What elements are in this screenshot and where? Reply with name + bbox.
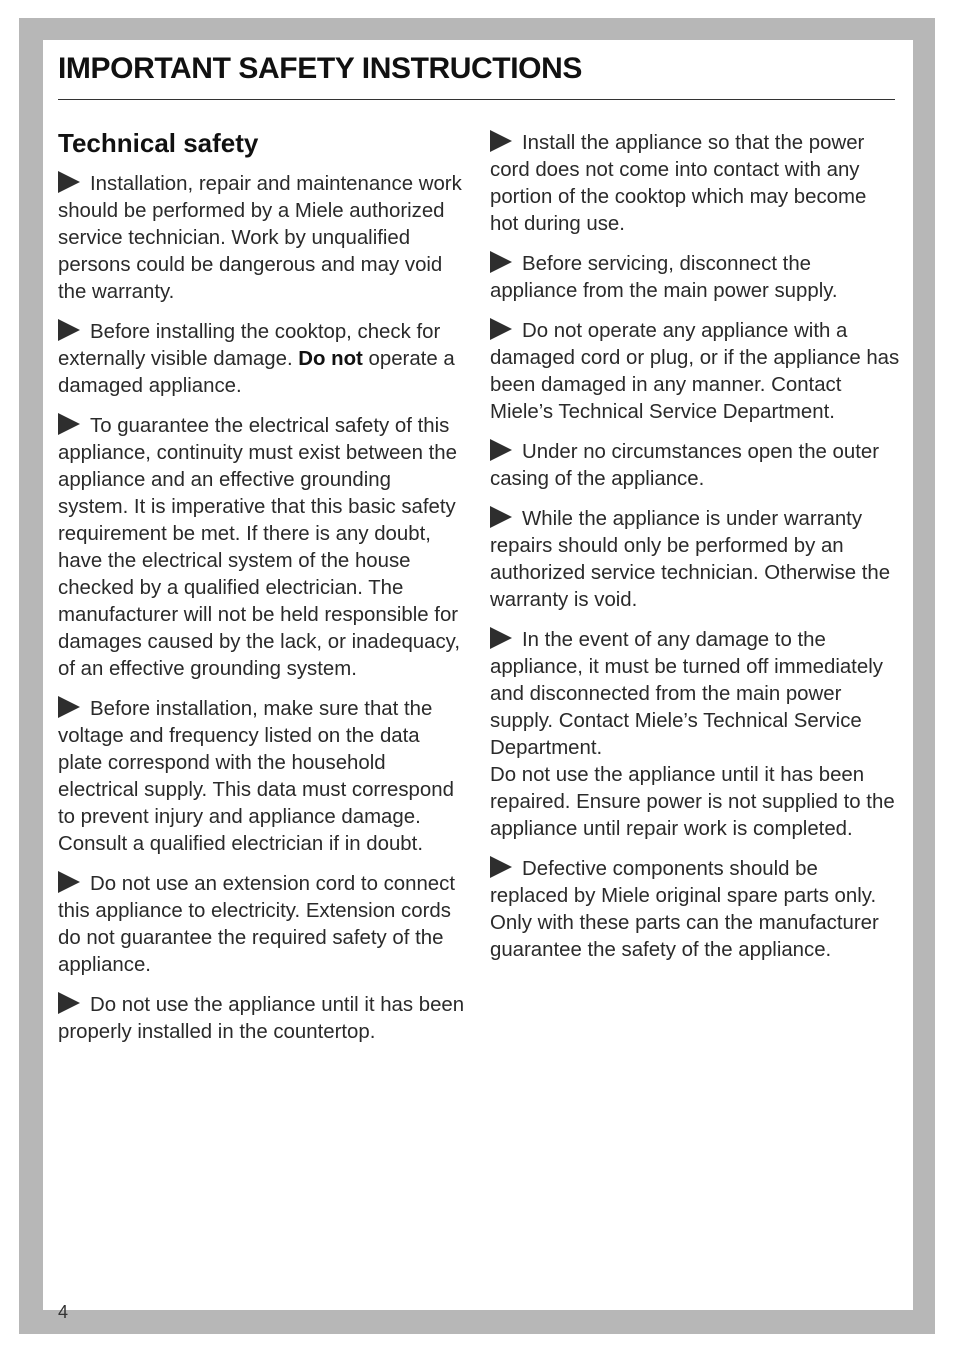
triangle-bullet-icon bbox=[490, 627, 512, 649]
instruction-paragraph bbox=[490, 627, 900, 843]
triangle-bullet-icon bbox=[58, 319, 80, 341]
instruction-paragraph bbox=[58, 413, 466, 683]
instruction-paragraph bbox=[490, 318, 900, 426]
instruction-text: Do not operate any appliance with a damaged cord or plug, or if the appliance has been damaged in any manner. Contact Miele’s Technical Service Department. bbox=[490, 320, 900, 423]
instruction-text: Before installing the cooktop, check for externally visible damage. bbox=[58, 321, 441, 370]
triangle-bullet-icon bbox=[58, 413, 80, 435]
instruction-text: Do not use an extension cord to connect this appliance to electricity. Extension cords do not guarantee the required safety of the appliance. bbox=[58, 873, 456, 976]
instruction-paragraph bbox=[58, 992, 466, 1046]
instruction-paragraph bbox=[58, 696, 466, 858]
instruction-text: Defective components should be replaced by Miele original spare parts only. Only with these parts can the manufacturer guarantee the safety of the appliance. bbox=[490, 858, 879, 961]
instruction-text: Before installation, make sure that the voltage and frequency listed on the data plate correspond with the household electrical supply. This data must correspond to prevent injury and appliance damage. Consult a qualified electrician if in doubt. bbox=[58, 698, 454, 855]
instruction-text: operate a damaged appliance. bbox=[58, 348, 455, 397]
triangle-bullet-icon bbox=[58, 871, 80, 893]
instruction-paragraph bbox=[490, 130, 900, 238]
instruction-paragraph bbox=[58, 319, 466, 400]
instruction-paragraph bbox=[490, 506, 900, 614]
instruction-text: Do not use the appliance until it has been properly installed in the countertop. bbox=[58, 994, 465, 1043]
triangle-bullet-icon bbox=[58, 171, 80, 193]
emphasis-text: Do not bbox=[298, 348, 363, 370]
triangle-bullet-icon bbox=[490, 318, 512, 340]
right-column bbox=[490, 130, 900, 977]
instruction-text: Before servicing, disconnect the appliance from the main power supply. bbox=[490, 253, 838, 302]
triangle-bullet-icon bbox=[58, 696, 80, 718]
triangle-bullet-icon bbox=[490, 856, 512, 878]
instruction-text: Under no circumstances open the outer casing of the appliance. bbox=[490, 441, 880, 490]
triangle-bullet-icon bbox=[490, 439, 512, 461]
instruction-text: Installation, repair and maintenance work should be performed by a Miele authorized service technician. Work by unqualified persons could be dangerous and may void the warranty. bbox=[58, 173, 462, 303]
triangle-bullet-icon bbox=[490, 506, 512, 528]
instruction-paragraph bbox=[58, 171, 466, 306]
section-heading: Technical safety bbox=[58, 128, 259, 158]
triangle-bullet-icon bbox=[490, 251, 512, 273]
triangle-bullet-icon bbox=[490, 130, 512, 152]
instruction-text: Install the appliance so that the power cord does not come into contact with any portion of the cooktop which may become hot during use. bbox=[490, 132, 867, 235]
instruction-paragraph bbox=[490, 439, 900, 493]
triangle-bullet-icon bbox=[58, 992, 80, 1014]
page-title: IMPORTANT SAFETY INSTRUCTIONS bbox=[58, 52, 582, 85]
instruction-text: To guarantee the electrical safety of this appliance, continuity must exist between the appliance and an effective grounding system. It is imperative that this basic safety requirement be met. If there is any doubt, have the electrical system of the house checked by a qualified electrician. The manufacturer will not be held responsible for damages caused by the lack, or inadequacy, of an effective grounding system. bbox=[58, 415, 461, 680]
instruction-paragraph bbox=[490, 856, 900, 964]
instruction-paragraph bbox=[58, 871, 466, 979]
instruction-text: In the event of any damage to the appliance, it must be turned off immediately and disconnected from the main power supply. Contact Miele’s Technical Service Department. bbox=[490, 629, 883, 759]
instruction-text: Do not use the appliance until it has been repaired. Ensure power is not supplied to the appliance until repair work is completed. bbox=[490, 764, 895, 840]
instruction-paragraph bbox=[490, 251, 900, 305]
header-divider bbox=[58, 99, 895, 100]
left-column bbox=[58, 128, 466, 1059]
page-number: 4 bbox=[58, 1302, 69, 1322]
instruction-text: While the appliance is under warranty repairs should only be performed by an authorized service technician. Otherwise the warranty is void. bbox=[490, 508, 891, 611]
